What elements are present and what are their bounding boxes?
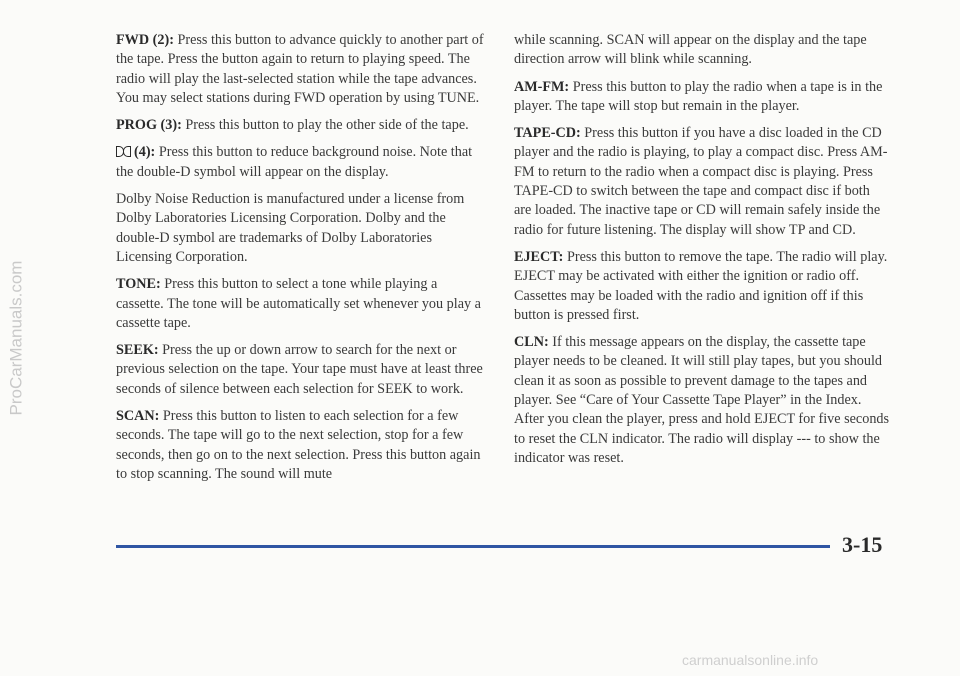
term-am-fm: AM-FM: <box>514 78 570 95</box>
footer-watermark: carmanualsonline.info <box>682 652 819 668</box>
paragraph-scan-continued <box>514 31 890 70</box>
paragraph-eject <box>514 248 890 325</box>
footer-rule <box>116 545 830 548</box>
text-prog: Press this button to play the other side of the tape. <box>181 117 469 134</box>
text-fwd: Press this button to advance quickly to another part of the tape. Press the button again to return to playing speed. The radio will play the last-selected station while the tape advances. You may select stations during FWD operation by using TUNE. <box>116 32 484 106</box>
side-watermark-text: ProCarManuals.com <box>6 260 26 416</box>
text-eject: Press this button to remove the tape. The radio will play. EJECT may be activated with either the ignition or radio off. Cassettes may be loaded with the radio and ignition off if this button is pressed first. <box>514 248 888 323</box>
text-am-fm: Press this button to play the radio when a tape is in the player. The tape will stop but remain in the player. <box>514 78 883 114</box>
text-scan: Press this button to listen to each selection for a few seconds. The tape will go to the next selection, stop for a few seconds, then go on to the next selection. Press this button again to stop scanning. The sound will mute <box>116 408 481 482</box>
paragraph-dolby-license <box>116 190 488 267</box>
term-dolby: (4): <box>134 144 156 161</box>
paragraph-fwd <box>116 31 488 108</box>
term-prog: PROG (3): <box>116 117 182 134</box>
term-seek: SEEK: <box>116 342 159 359</box>
text-scan-continued: while scanning. SCAN will appear on the display and the tape direction arrow will blink while scanning. <box>514 32 867 68</box>
left-column <box>116 31 488 492</box>
term-tape-cd: TAPE-CD: <box>514 125 581 142</box>
text-dolby: Press this button to reduce background noise. Note that the double-D symbol will appear on the display. <box>116 144 473 180</box>
side-watermark <box>0 0 36 676</box>
text-cln: If this message appears on the display, the cassette tape player needs to be cleaned. It will still play tapes, but you should clean it as soon as possible to prevent damage to the tapes and player. See “Care of Your Cassette Tape Player” in the Index. After you clean the player, press and hold EJECT for five seconds to reset the CLN indicator. The radio will display --- to show the indicator was reset. <box>514 334 890 466</box>
text-tape-cd: Press this button if you have a disc loaded in the CD player and the radio is playing, to play a compact disc. Press AM-FM to return to the radio when a compact disc is playing. Press TAPE-CD to switch between the tape and compact disc if both are loaded. The inactive tape or CD will remain safely inside the radio for future listening. The display will show TP and CD. <box>514 125 888 238</box>
term-fwd: FWD (2): <box>116 32 174 48</box>
paragraph-dolby-button <box>116 143 488 182</box>
term-scan: SCAN: <box>116 408 160 425</box>
dolby-double-d-icon <box>116 146 131 157</box>
paragraph-scan <box>116 407 488 484</box>
term-tone: TONE: <box>116 276 161 293</box>
paragraph-tape-cd <box>514 124 890 240</box>
paragraph-cln <box>514 333 890 468</box>
paragraph-prog <box>116 116 488 135</box>
text-tone: Press this button to select a tone while playing a cassette. The tone will be automatically set whenever you play a cassette tape. <box>116 276 481 331</box>
paragraph-seek <box>116 341 488 399</box>
right-column <box>514 31 890 476</box>
term-cln: CLN: <box>514 334 549 351</box>
paragraph-tone <box>116 275 488 333</box>
paragraph-am-fm <box>514 78 890 117</box>
page-number: 3-15 <box>842 532 883 557</box>
text-dolby-license: Dolby Noise Reduction is manufactured under a license from Dolby Laboratories Licensing Corporation. Dolby and the double-D symbol are trademarks of Dolby Laboratories Licensing Corporation. <box>116 191 465 265</box>
term-eject: EJECT: <box>514 248 564 265</box>
text-seek: Press the up or down arrow to search for the next or previous selection on the tape. Your tape must have at least three seconds of silence between each selection for SEEK to work. <box>116 342 483 397</box>
